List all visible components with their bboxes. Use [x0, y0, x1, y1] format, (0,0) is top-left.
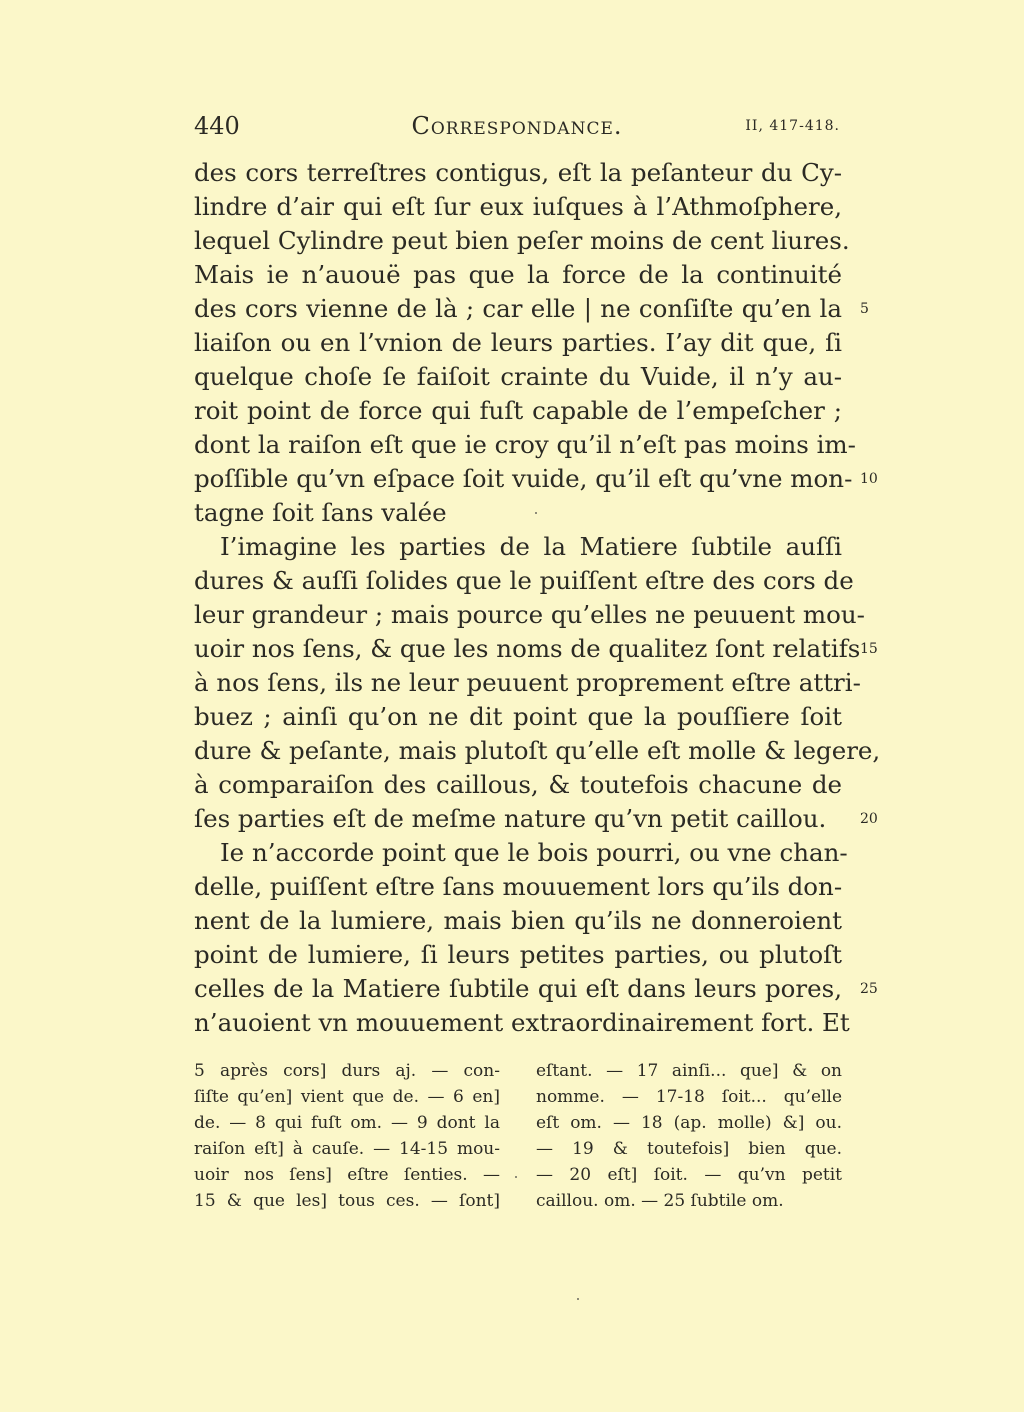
text-line: poſſible qu’vn eſpace ſoit vuide, qu’il eſt qu’vne mon-	[194, 464, 853, 493]
print-speck	[577, 1298, 579, 1300]
text-line: des cors terreſtres contigus, eſt la peſanteur du Cy-	[194, 158, 842, 187]
text-line: lindre d’air qui eſt ſur eux iuſques à l’Athmoſphere,	[194, 192, 842, 221]
footnote-line: 5 après cors] durs aj. — con-	[194, 1061, 500, 1081]
page-reference: II, 417-418.	[745, 118, 840, 134]
text-line: buez ; ainſi qu’on ne dit point que la pouſſiere ſoit	[194, 702, 842, 731]
text-line: celles de la Matiere ſubtile qui eſt dans leurs pores,	[194, 974, 842, 1003]
footnote-line: raiſon eſt] à cauſe. — 14-15 mou-	[194, 1139, 500, 1159]
paragraph-start-line: I’imagine les parties de la Matiere ſubtile auſſi	[220, 532, 842, 561]
text-line: leur grandeur ; mais pource qu’elles ne peuuent mou-	[194, 600, 865, 629]
line-number: 15	[860, 641, 878, 657]
text-line: quelque choſe ſe faiſoit crainte du Vuide, il n’y au-	[194, 362, 842, 391]
footnote-line: ſiſte qu’en] vient que de. — 6 en]	[194, 1087, 500, 1107]
footnote-line: — 20 eſt] ſoit. — qu’vn petit	[536, 1165, 842, 1185]
text-line: nent de la lumiere, mais bien qu’ils ne donneroient	[194, 906, 842, 935]
text-line: des cors vienne de là ; car elle | ne conſiſte qu’en la	[194, 294, 842, 323]
text-line: uoir nos ſens, & que les noms de qualitez ſont relatifs	[194, 634, 861, 663]
line-number: 20	[860, 811, 878, 827]
running-title: Correspondance.	[411, 112, 623, 140]
footnote-line: nomme. — 17-18 ſoit... qu’elle	[536, 1087, 842, 1107]
footnotes-right-column	[536, 1058, 842, 1214]
footnote-line: uoir nos ſens] eſtre ſenties. —	[194, 1165, 500, 1185]
footnotes-left-column	[194, 1058, 500, 1214]
text-line: dures & auſſi ſolides que le puiſſent eſtre des cors de	[194, 566, 854, 595]
page-header	[194, 112, 840, 144]
text-line: dure & peſante, mais plutoſt qu’elle eſt molle & legere,	[194, 736, 881, 765]
footnote-line: de. — 8 qui fuſt om. — 9 dont la	[194, 1113, 500, 1133]
text-line: delle, puiſſent eſtre ſans mouuement lors qu’ils don-	[194, 872, 843, 901]
footnote-line: caillou. om. — 25 ſubtile om.	[536, 1191, 784, 1211]
line-number: 5	[860, 301, 869, 317]
paragraph-start-line: Ie n’accorde point que le bois pourri, ou vne chan-	[220, 838, 848, 867]
text-line: à nos ſens, ils ne leur peuuent proprement eſtre attri-	[194, 668, 861, 697]
text-line: liaiſon ou en l’vnion de leurs parties. I’ay dit que, ſi	[194, 328, 842, 357]
footnote-line: eſtant. — 17 ainſi... que] & on	[536, 1061, 842, 1081]
print-speck	[515, 1176, 517, 1178]
text-line: roit point de force qui fuſt capable de l’empeſcher ;	[194, 396, 842, 425]
footnote-line: — 19 & toutefois] bien que.	[536, 1139, 842, 1159]
line-number: 25	[860, 981, 878, 997]
footnote-line: 15 & que les] tous ces. — ſont]	[194, 1191, 500, 1211]
text-line: Mais ie n’auouë pas que la force de la continuité	[194, 260, 842, 289]
text-line: lequel Cylindre peut bien peſer moins de cent liures.	[194, 226, 850, 255]
text-line: n’auoient vn mouuement extraordinairement fort. Et	[194, 1008, 850, 1037]
line-number: 10	[860, 471, 878, 487]
page-number: 440	[194, 112, 240, 140]
text-line: à comparaiſon des caillous, & toutefois chacune de	[194, 770, 842, 799]
footnote-line: eſt om. — 18 (ap. molle) &] ou.	[536, 1113, 842, 1133]
text-line: tagne ſoit ſans valée	[194, 498, 447, 527]
print-speck	[535, 512, 537, 514]
text-line: point de lumiere, ſi leurs petites parties, ou plutoſt	[194, 940, 842, 969]
text-line: dont la raiſon eſt que ie croy qu’il n’eſt pas moins im-	[194, 430, 856, 459]
text-line: ſes parties eſt de meſme nature qu’vn petit caillou.	[194, 804, 827, 833]
